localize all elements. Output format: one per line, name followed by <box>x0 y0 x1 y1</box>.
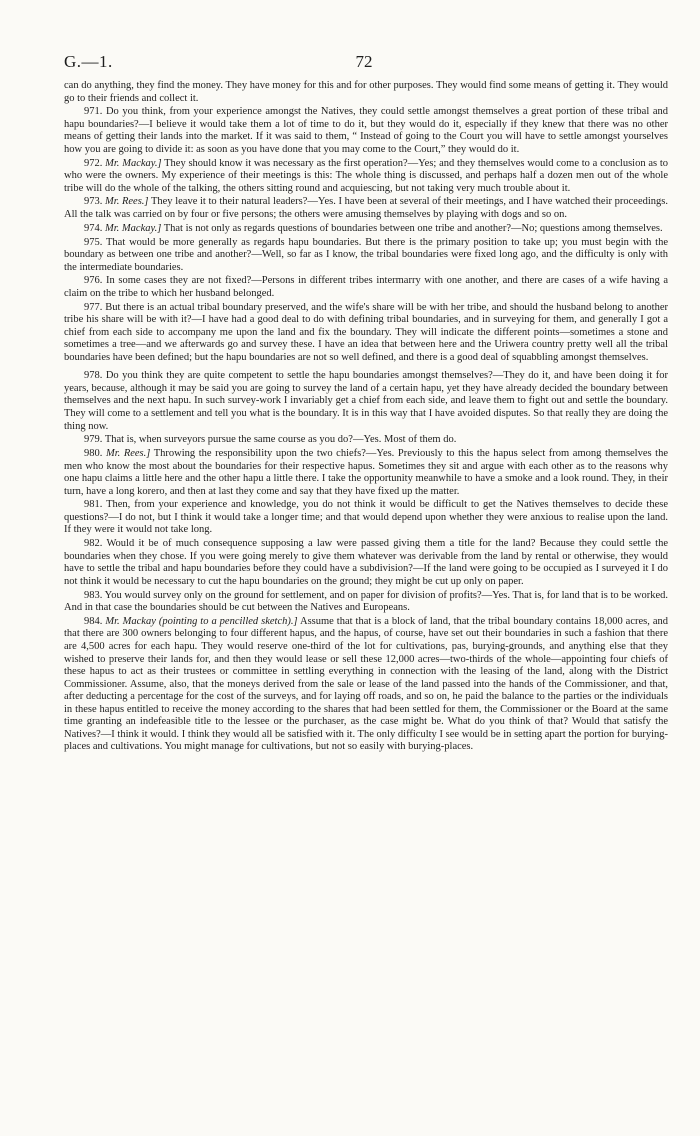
question-number: 973. <box>84 196 103 208</box>
paragraph-text: Do you think, from your experience amongst the Natives, they could settle amongst themselves a great portion of these tribal and hapu boundaries?—I believe it would take them a lot of time to do it, but they would do it, especially if they knew that there was no other means of getting their lands into the market. If it was said to them, “ Instead of going to the Court you will have to settle amongst yourselves how you are going to divide it: as soon as you have done that you may come to the Court,” they would do it. <box>64 106 669 155</box>
question-number: 972. <box>84 157 103 169</box>
speaker: Mr. Mackay (pointing to a pencilled sketch).] <box>105 615 298 627</box>
speaker: Mr. Mackay.] <box>105 222 162 234</box>
paragraph-text: Then, from your experience and knowledge, you do not think it would be difficult to get the Natives themselves to decide these questions?—I do not, but I think it would take a longer time; and that would depend upon whether they were anxious to realise upon the land. If they were it would not take long. <box>64 499 669 536</box>
speaker: Mr. Rees.] <box>105 196 149 208</box>
speaker: Mr. Mackay.] <box>105 157 162 169</box>
question-number: 971. <box>84 106 103 118</box>
paragraph-text: They should know it was necessary as the first operation?—Yes; and they themselves would come to a conclusion as to who were the owners. My experience of their meetings is this: The whole thing is discussed, and perhaps half a dozen men out of the whole tribe will do the whole of the talking, the others sitting round and acquiescing, but not taking very much trouble about it. <box>64 157 669 194</box>
page-header <box>64 52 664 76</box>
question-984 <box>64 616 668 754</box>
paragraph-text: Would it be of much consequence supposing a law were passed giving them a title for the land? Because they could settle the boundaries when they chose. If you were going merely to give them whatever was derivable from the land by rental or otherwise, they would have to settle the tribal and hapu boundaries before they could have a subdivision?—If the land were going to be occupied as I surveyed it I do not think it would be necessary to cut the hapu boundaries on the ground; they might be cut up only on paper. <box>64 538 669 587</box>
question-979 <box>64 434 668 447</box>
paragraph-text: In some cases they are not fixed?—Persons in different tribes intermarry with one another, and there are cases of a wife having a claim on the tribe to which her husband belonged. <box>64 275 669 299</box>
paragraph-text: You would survey only on the ground for settlement, and on paper for division of profits?—Yes. That is, for land that is to be worked. And in that case the boundaries should be cut between the Natives and Europeans. <box>64 589 668 614</box>
question-number: 979. <box>84 434 103 446</box>
question-971 <box>64 106 668 156</box>
paragraph-text: Assume that that is a block of land, that the tribal boundary contains 18,000 acres, and that there are 300 owners belonging to four different hapus, and the hapus, of course, have set out their boundaries in such a fashion that there are 4,500 acres for each hapu. They would reserve one-third of the lot for cultivations, pas, burying-grounds, and anything else that they wished to preserve their lands for, and then they would lease or sell these 12,000 acres—two-thirds of the whole—appointing four chiefs of these hapus to act as their trustees or committee in settling everything in connection with the leasing of the land, along with the District Commissioner. Assume, also, that the moneys derived from the sale or lease of the land passed into the hands of the Commissioner, and that, after deducting a percentage for the cost of the surveys, and for laying off roads, and so on, he paid the balance to the parties or the individuals in these hapus entitled to receive the money according to the shares that had been settled for them, the Commissioner or the Board at the same time granting an indefeasible title to the lessee or the purchaser, as the case might be. What do you think of that? Would that satisfy the Natives?—I think it would. I think they would all be satisfied with it. The only difficulty I see would be in setting apart the portion for burying-places and cultivations. You might manage for cultivations, but not so easily with burying-places. <box>64 615 669 753</box>
question-number: 982. <box>84 538 103 550</box>
speaker: Mr. Rees.] <box>105 448 151 459</box>
question-980 <box>64 448 668 498</box>
paragraph-continuation <box>64 80 668 105</box>
question-974 <box>64 223 668 236</box>
question-982 <box>64 538 668 588</box>
question-975 <box>64 237 668 275</box>
paragraph-text: They leave it to their natural leaders?—Yes. I have been at several of their meetings, and I have watched their proceedings. All the talk was carried on by four or five persons; the others were amusing themselves by playing with dogs and so on. <box>64 196 668 221</box>
question-number: 984. <box>84 615 103 627</box>
page-body <box>64 80 668 755</box>
question-972 <box>64 158 668 196</box>
paragraph-text: But there is an actual tribal boundary preserved, and the wife's share will be with her tribe, and should the husband belong to another tribe his share will be with it?—I have had a good deal to do with defining tribal boundaries, and in surveying for them, and generally I got a chief from each side to accompany me upon the land and fix the boundary. They will indicate the different points—sometimes a stone and sometimes a tree—and we afterwards go and survey these. I have an idea that between here and the Uriwera country pretty well all the tribal boundaries have been defined; but the hapu boundaries are not so well defined, and there is a good deal of squabbling amongst themselves. <box>64 301 668 363</box>
document-series: G.—1. <box>64 52 113 71</box>
paragraph-text: That is, when surveyors pursue the same course as you do?—Yes. Most of them do. <box>104 434 457 446</box>
question-973 <box>64 196 668 221</box>
paragraph-text: Throwing the responsibility upon the two chiefs?—Yes. Previously to this the hapus select from among themselves the men who know the most about the boundaries for their respective hapus. Sometimes they sit and argue with each other as to the reasons why one hapu claims a little here and the other hapu a little there. I take the opportunity meanwhile to have a smoke and a look round. They, in their turn, have a long korero, and then at last they come and say that they have fixed up the matter. <box>64 448 669 497</box>
paragraph-text: That would be more generally as regards hapu boundaries. But there is the primary position to take up; you must begin with the boundary as between one tribe and another?—Well, so far as I know, the tribal boundaries were fixed long ago, and the difficulty is only with the intermediate boundaries. <box>64 236 669 273</box>
page-number: 72 <box>355 52 373 71</box>
question-977 <box>64 302 668 365</box>
question-number: 983. <box>84 589 103 601</box>
question-number: 981. <box>84 499 103 511</box>
question-number: 977. <box>84 301 103 313</box>
question-981 <box>64 499 668 537</box>
paragraph-text: That is not only as regards questions of boundaries between one tribe and another?—No; questions among themselves. <box>163 222 663 234</box>
question-number: 974. <box>84 222 103 234</box>
question-978 <box>64 370 668 433</box>
question-number: 976. <box>84 275 103 287</box>
paragraph-text: Do you think they are quite competent to settle the hapu boundaries amongst themselves?—They do it, and have been doing it for years, because, although it may be said you are going to survey the land of a certain hapu, yet they have already decided the boundary between themselves and the next hapu. In such survey-work I invariably get a chief from each side, and leave them to fight out and settle the boundary. They will come to a settlement and tell you what is the boundary. It is in this way that I have avoided disputes. So that really they are doing the thing now. <box>64 370 669 432</box>
question-number: 975. <box>84 236 103 248</box>
question-number: 978. <box>84 370 103 382</box>
question-number: 980. <box>84 448 103 459</box>
question-983 <box>64 590 668 615</box>
question-976 <box>64 275 668 300</box>
paragraph-text: can do anything, they find the money. They have money for this and for other purposes. They would find some means of getting it. They would go to their friends and collect it. <box>64 80 668 104</box>
